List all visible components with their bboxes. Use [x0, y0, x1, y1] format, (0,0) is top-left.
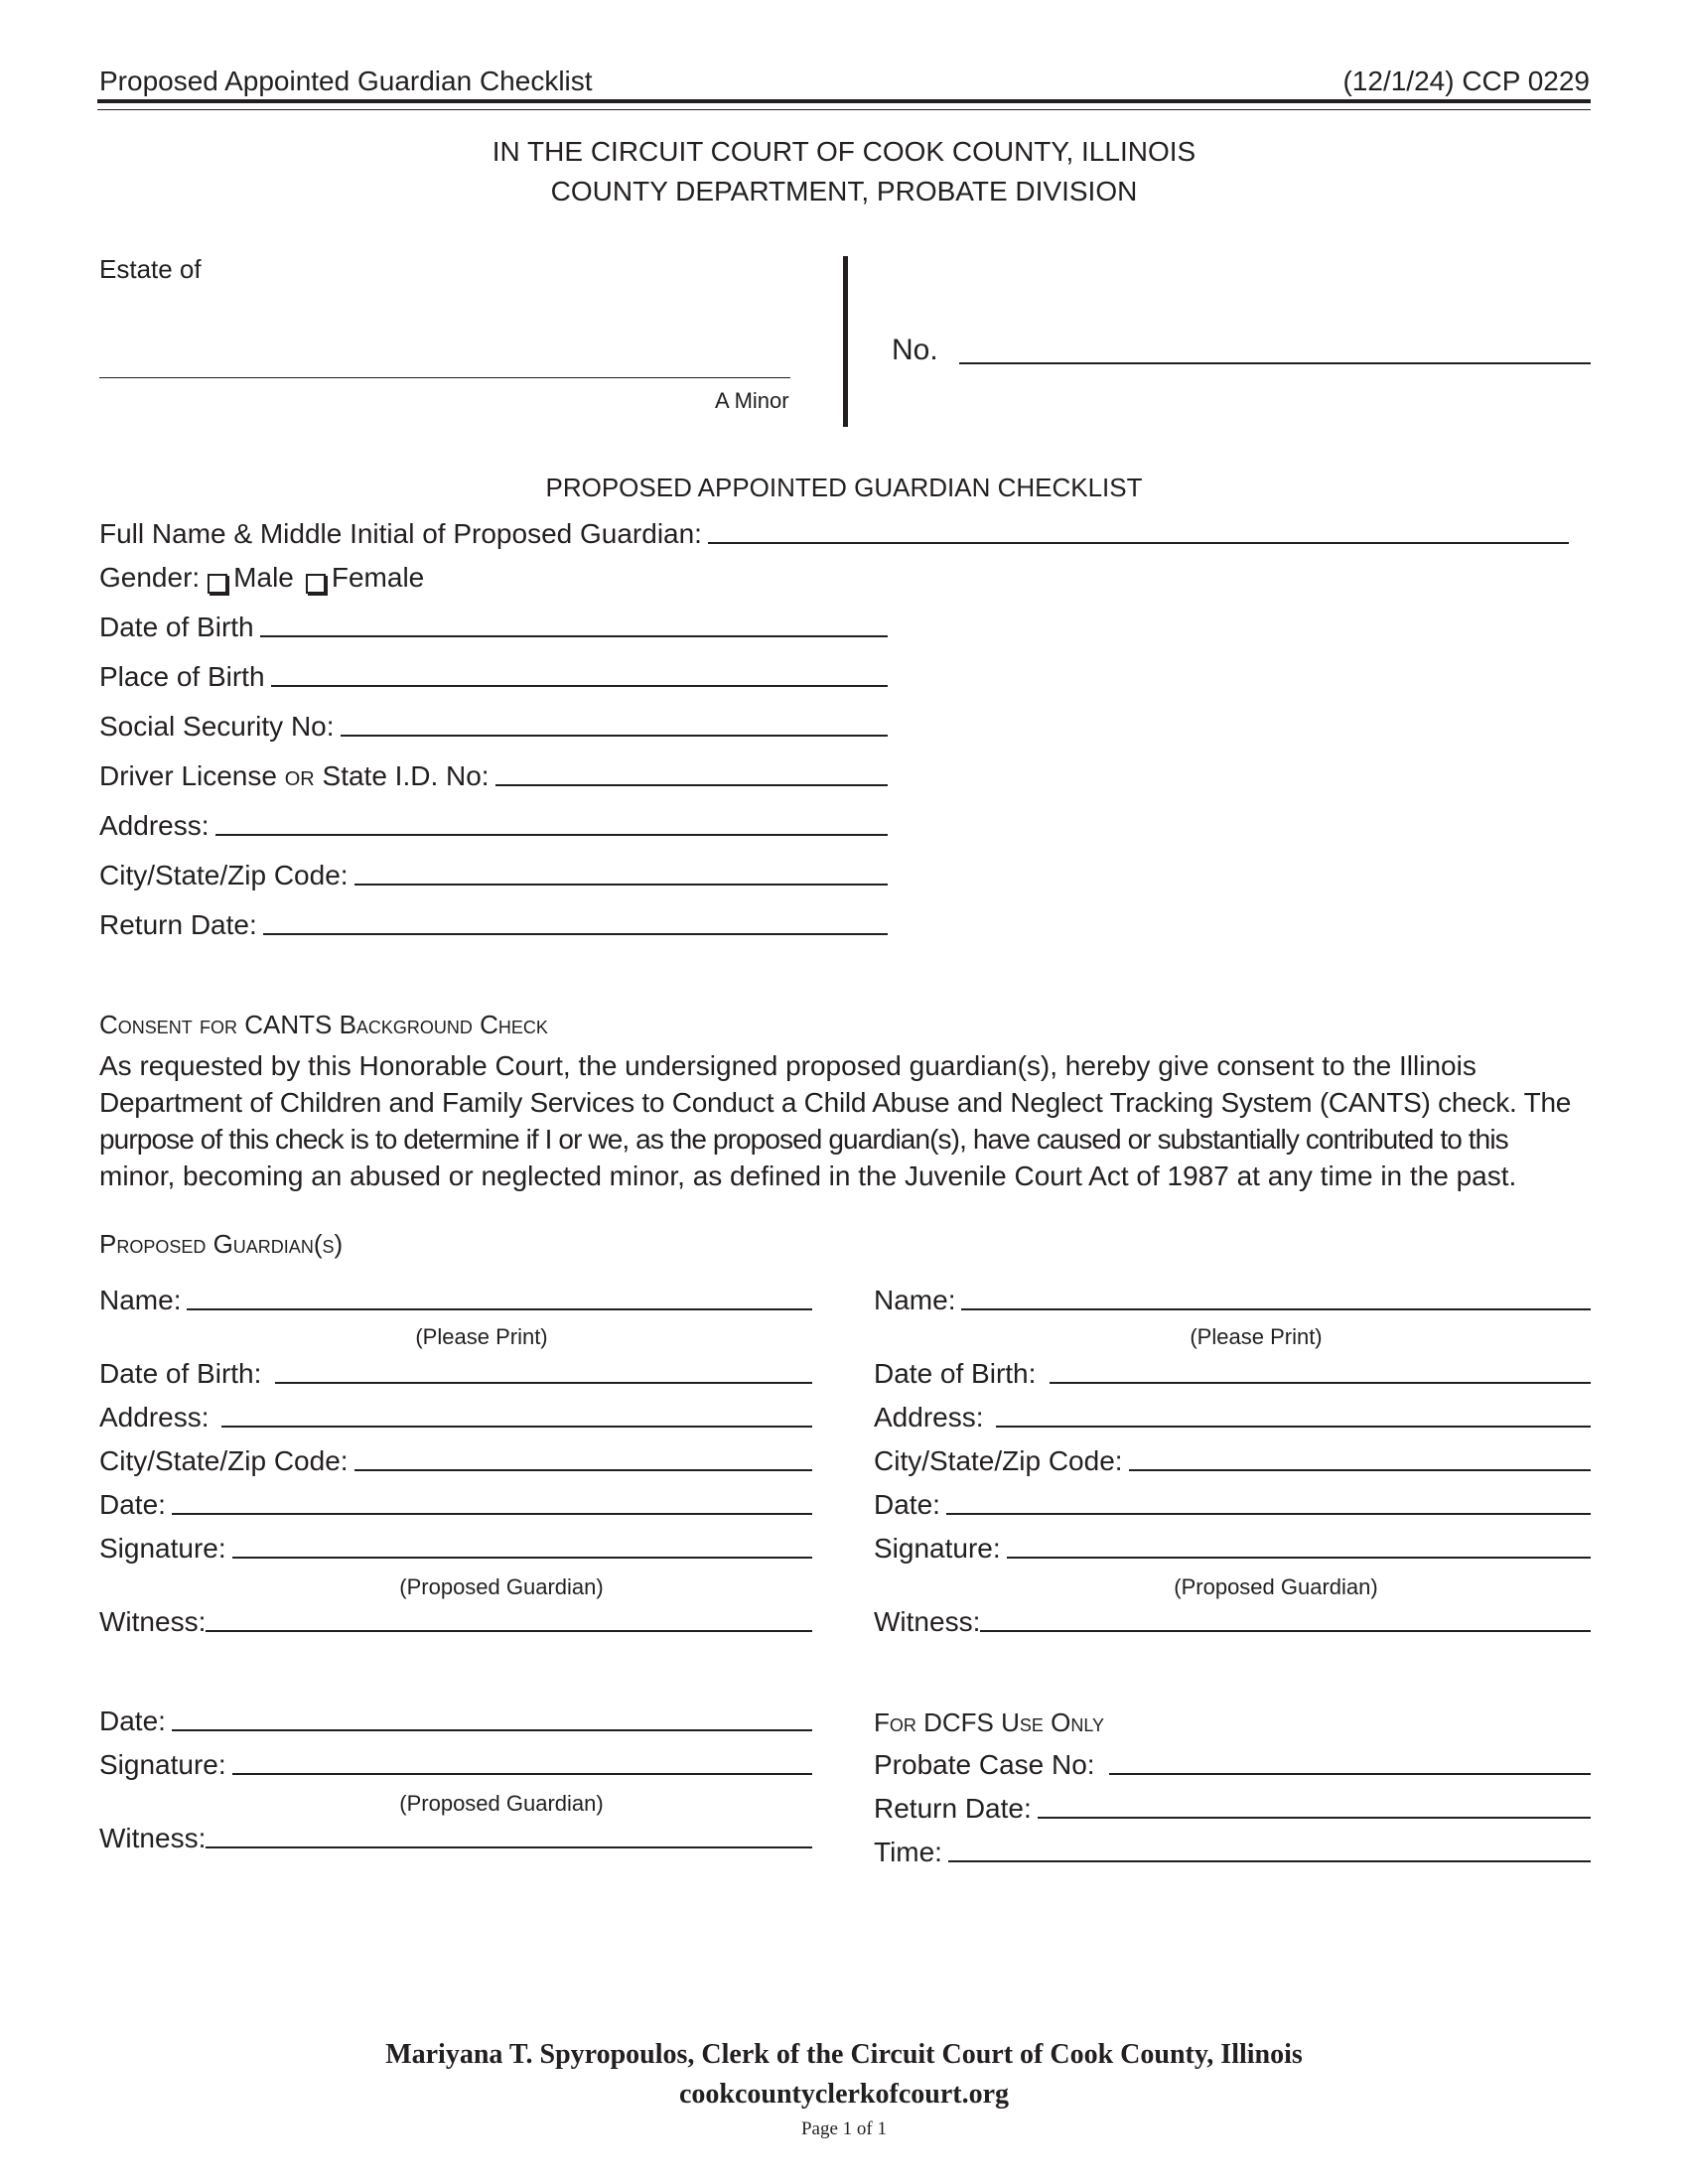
g1-address-field[interactable]: [221, 1426, 813, 1428]
g1-signature-field[interactable]: [232, 1557, 812, 1559]
g2-please-print: (Please Print): [1190, 1324, 1323, 1349]
g3-date-label: Date:: [99, 1706, 166, 1736]
g3-signature-label: Signature:: [99, 1749, 226, 1780]
g2-date-row: [874, 1489, 1591, 1521]
g1-address-row: [99, 1402, 812, 1433]
dl-label: Driver License or State I.D. No:: [99, 760, 490, 791]
g1-please-print: (Please Print): [415, 1324, 548, 1349]
g1-city-label: City/State/Zip Code:: [99, 1445, 349, 1476]
dcfs-return-date-label: Return Date:: [874, 1793, 1032, 1824]
dcfs-time-field[interactable]: [948, 1860, 1591, 1862]
g1-dob-label: Date of Birth:: [99, 1358, 262, 1389]
city-row: [99, 860, 888, 891]
g1-witness-row: [99, 1606, 812, 1638]
a-minor-label: A Minor: [715, 388, 789, 413]
g2-signature-row: [874, 1533, 1591, 1565]
g2-witness-label: Witness:: [874, 1606, 981, 1637]
estate-of-label: Estate of: [99, 254, 202, 284]
case-no-label: No.: [892, 334, 938, 366]
g2-name-label: Name:: [874, 1285, 956, 1315]
return-date-label: Return Date:: [99, 909, 257, 940]
dcfs-time-row: [874, 1837, 1591, 1868]
dcfs-return-date-field[interactable]: [1038, 1817, 1591, 1819]
dcfs-return-date-row: [874, 1793, 1591, 1825]
footer-page-number: Page 1 of 1: [800, 2118, 887, 2139]
g1-signature-row: [99, 1533, 812, 1565]
dcfs-time-label: Time:: [874, 1837, 942, 1867]
g1-dob-row: [99, 1358, 812, 1390]
city-label: City/State/Zip Code:: [99, 860, 349, 890]
dl-row: [99, 760, 888, 792]
address-field[interactable]: [215, 834, 889, 836]
g1-name-field[interactable]: [187, 1308, 812, 1310]
female-label: Female: [331, 562, 425, 593]
dob-label: Date of Birth: [99, 612, 254, 642]
probate-case-row: [874, 1749, 1591, 1781]
full-name-row: [99, 518, 1569, 550]
g2-city-field[interactable]: [1129, 1469, 1591, 1471]
g3-signature-row: [99, 1749, 812, 1781]
g3-proposed-guardian: (Proposed Guardian): [399, 1791, 604, 1816]
g1-witness-field[interactable]: [206, 1630, 812, 1632]
g1-proposed-guardian: (Proposed Guardian): [399, 1574, 604, 1599]
female-checkbox[interactable]: [306, 574, 326, 594]
form-code: (12/1/24) CCP 0229: [1342, 66, 1590, 96]
g3-witness-label: Witness:: [99, 1823, 207, 1853]
return-date-row: [99, 909, 888, 941]
g3-witness-field[interactable]: [206, 1846, 812, 1848]
g2-signature-label: Signature:: [874, 1533, 1001, 1564]
male-checkbox[interactable]: [208, 574, 227, 594]
dob-row: [99, 612, 888, 643]
male-label: Male: [233, 562, 294, 593]
consent-line-4: minor, becoming an abused or neglected minor, as defined in the Juvenile Court Act of 1987 at any time in the past.: [99, 1160, 1517, 1191]
g2-date-field[interactable]: [946, 1513, 1591, 1515]
consent-heading: Consent for CANTS Background Check: [99, 1010, 548, 1039]
g3-date-field[interactable]: [172, 1729, 812, 1731]
case-no-field[interactable]: [959, 362, 1591, 364]
g1-date-label: Date:: [99, 1489, 166, 1520]
full-name-field[interactable]: [708, 542, 1569, 544]
city-field[interactable]: [354, 884, 888, 886]
ssn-row: [99, 711, 888, 743]
ssn-field[interactable]: [341, 735, 888, 737]
g2-address-row: [874, 1402, 1591, 1433]
pob-label: Place of Birth: [99, 661, 265, 692]
g3-date-row: [99, 1706, 812, 1737]
pob-row: [99, 661, 888, 693]
court-division: COUNTY DEPARTMENT, PROBATE DIVISION: [550, 176, 1138, 206]
dob-field[interactable]: [260, 635, 888, 637]
g1-city-row: [99, 1445, 812, 1477]
address-label: Address:: [99, 810, 210, 841]
dl-field[interactable]: [495, 784, 888, 786]
g2-city-label: City/State/Zip Code:: [874, 1445, 1123, 1476]
form-title: Proposed Appointed Guardian Checklist: [99, 66, 593, 96]
g1-name-label: Name:: [99, 1285, 182, 1315]
g2-name-field[interactable]: [961, 1308, 1591, 1310]
g2-signature-field[interactable]: [1007, 1557, 1591, 1559]
probate-case-label: Probate Case No:: [874, 1749, 1095, 1780]
g3-signature-field[interactable]: [232, 1773, 812, 1775]
probate-case-field[interactable]: [1109, 1773, 1591, 1775]
g2-proposed-guardian: (Proposed Guardian): [1174, 1574, 1378, 1599]
address-row: [99, 810, 888, 842]
full-name-label: Full Name & Middle Initial of Proposed Guardian:: [99, 518, 702, 549]
guardians-heading: Proposed Guardian(s): [99, 1229, 344, 1259]
g2-dob-row: [874, 1358, 1591, 1390]
g2-address-field[interactable]: [996, 1426, 1592, 1428]
caption-divider: [843, 256, 848, 427]
g2-name-row: [874, 1285, 1591, 1316]
consent-line-1: As requested by this Honorable Court, the undersigned proposed guardian(s), hereby give consent to the Illinois: [99, 1050, 1477, 1081]
g2-address-label: Address:: [874, 1402, 984, 1433]
gender-row: [99, 562, 424, 594]
header-rule-thick: [97, 99, 1591, 103]
g2-dob-label: Date of Birth:: [874, 1358, 1037, 1389]
g2-dob-field[interactable]: [1050, 1382, 1591, 1384]
header-rule-thin: [97, 109, 1591, 110]
return-date-field[interactable]: [263, 933, 888, 935]
g1-signature-label: Signature:: [99, 1533, 226, 1564]
g1-date-row: [99, 1489, 812, 1521]
g2-date-label: Date:: [874, 1489, 940, 1520]
consent-line-2: Department of Children and Family Services to Conduct a Child Abuse and Neglect Tracking System (CANTS) check. The: [99, 1087, 1572, 1118]
pob-field[interactable]: [271, 685, 888, 687]
dcfs-heading: For DCFS Use Only: [874, 1707, 1105, 1737]
minor-name-field[interactable]: [99, 377, 790, 378]
checklist-title: PROPOSED APPOINTED GUARDIAN CHECKLIST: [545, 473, 1143, 502]
g1-witness-label: Witness:: [99, 1606, 207, 1637]
g2-witness-row: [874, 1606, 1591, 1638]
g2-witness-field[interactable]: [980, 1630, 1591, 1632]
ssn-label: Social Security No:: [99, 711, 335, 742]
g3-witness-row: [99, 1823, 812, 1854]
footer-website[interactable]: cookcountyclerkofcourt.org: [678, 2079, 1010, 2110]
court-name: IN THE CIRCUIT COURT OF COOK COUNTY, ILLINOIS: [492, 136, 1196, 167]
g1-date-field[interactable]: [172, 1513, 812, 1515]
g1-name-row: [99, 1285, 812, 1316]
g1-city-field[interactable]: [354, 1469, 812, 1471]
g1-dob-field[interactable]: [275, 1382, 812, 1384]
gender-label: Gender:: [99, 562, 201, 593]
footer-clerk: Mariyana T. Spyropoulos, Clerk of the Circuit Court of Cook County, Illinois: [385, 2039, 1303, 2070]
g2-city-row: [874, 1445, 1591, 1477]
consent-line-3: purpose of this check is to determine if I or we, as the proposed guardian(s), have caused or substantially contributed to this: [99, 1124, 1508, 1155]
g1-address-label: Address:: [99, 1402, 210, 1433]
